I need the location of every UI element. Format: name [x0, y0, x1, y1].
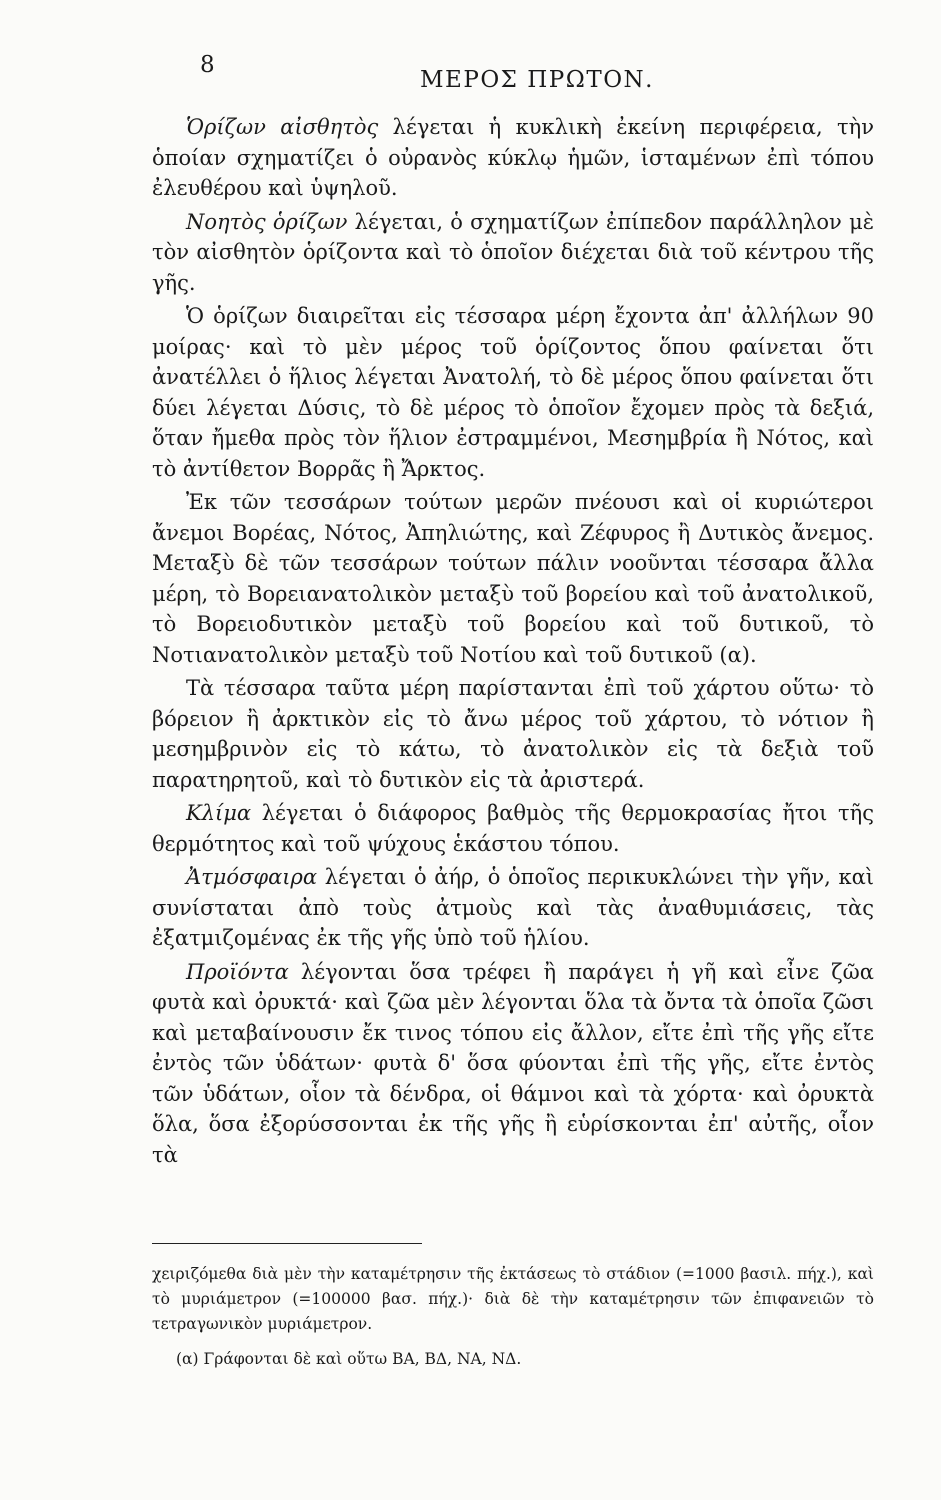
running-head: ΜΕΡΟΣ ΠΡΩΤΟΝ. — [420, 67, 654, 93]
paragraph-winds — [152, 487, 874, 670]
paragraph-horizon-rational — [152, 207, 874, 299]
paragraph-atmosphere — [152, 862, 874, 954]
paragraph-text: λέγονται ὅσα τρέφει ἢ παράγει ἡ γῆ καὶ εἶνε ζῶα φυτὰ καὶ ὀρυκτά· καὶ ζῶα μὲν λέγονται ὅλα τὰ ὄντα τὰ ὁποῖα ζῶσι καὶ μεταβαίνουσιν ἔκ τινος τόπου εἰς ἄλλον, εἴτε ἐπὶ τῆς γῆς εἴτε ἐντὸς τῶν ὑδάτων· φυτὰ δ' ὅσα φύονται ἐπὶ τῆς γῆς, εἴτε ἐντὸς τῶν ὑδάτων, οἷον τὰ δένδρα, οἱ θάμνοι καὶ τὰ χόρτα· καὶ ὀρυκτὰ ὅλα, ὅσα ἐξορύσσονται ἐκ τῆς γῆς ἢ εὑρίσκονται ἐπ' αὐτῆς, οἷον τὰ — [152, 959, 874, 1167]
footnotes — [152, 1262, 874, 1372]
term-heading: Νοητὸς ὁρίζων — [186, 209, 348, 234]
paragraph-map-orientation — [152, 673, 874, 795]
paragraph-climate — [152, 798, 874, 859]
term-heading: Ἀτμόσφαιρα — [186, 865, 318, 889]
paragraph-text: λέγεται ὁ διάφορος βαθμὸς τῆς θερμοκρασίας ἤτοι τῆς θερμότητος καὶ τοῦ ψύχους ἑκάστου τόπου. — [152, 801, 874, 856]
footnote-a: (α) Γράφονται δὲ καὶ οὕτω ΒΑ, ΒΔ, ΝΑ, ΝΔ. — [176, 1350, 522, 1368]
paragraph-products — [152, 957, 874, 1171]
paragraph-horizon-sensible — [152, 112, 874, 204]
paragraph-text: Τὰ τέσσαρα ταῦτα μέρη παρίστανται ἐπὶ τοῦ χάρτου οὕτω· τὸ βόρειον ἢ ἀρκτικὸν εἰς τὸ ἄνω μέρος τοῦ χάρτου, τὸ νότιον ἢ μεσημβρινὸν εἰς τὸ κάτω, τὸ ἀνατολικὸν εἰς τὰ δεξιὰ τοῦ παρατηρητοῦ, καὶ τὸ δυτικὸν εἰς τὰ ἀριστερά. — [152, 676, 874, 792]
page-number: 8 — [200, 52, 215, 78]
term-heading: Κλίμα — [186, 801, 252, 825]
term-heading: Προϊόντα — [186, 959, 289, 984]
paragraph-cardinal-points — [152, 301, 874, 484]
paragraph-text: λέγεται ἡ κυκλικὴ ἐκείνη περιφέρεια, τὴν ὁποίαν σχηματίζει ὁ οὐρανὸς κύκλῳ ἡμῶν, ἱσταμένων ἐπὶ τόπου ἐλευθέρου καὶ ὑψηλοῦ. — [152, 115, 875, 200]
paragraph-text: Ὁ ὁρίζων διαιρεῖται εἰς τέσσαρα μέρη ἔχοντα ἀπ' ἀλλήλων 90 μοίρας· καὶ τὸ μὲν μέρος τοῦ ὁρίζοντος ὅπου φαίνεται ὅτι ἀνατέλλει ὁ ἥλιος λέγεται Ἀνατολή, τὸ δὲ μέρος ὅπου φαίνεται ὅτι δύει λέγεται Δύσις, τὸ δὲ μέρος τὸ ὁποῖον ἔχομεν πρὸς τὰ δεξιά, ὅταν ἤμεθα πρὸς τὸν ἥλιον ἐστραμμένοι, Μεσημβρία ἢ Νότος, καὶ τὸ ἀντίθετον Βορρᾶς ἢ Ἄρκτος. — [152, 304, 874, 481]
paragraph-text: λέγεται, ὁ σχηματίζων ἐπίπεδον παράλληλον μὲ τὸν αἰσθητὸν ὁρίζοντα καὶ τὸ ὁποῖον διέχεται διὰ τοῦ κέντρου τῆς γῆς. — [152, 209, 874, 295]
body-text — [152, 112, 874, 1170]
paragraph-text: Ἐκ τῶν τεσσάρων τούτων μερῶν πνέουσι καὶ οἱ κυριώτεροι ἄνεμοι Βορέας, Νότος, Ἀπηλιώτης, καὶ Ζέφυρος ἢ Δυτικὸς ἄνεμος. Μεταξὺ δὲ τῶν τεσσάρων τούτων πάλιν νοοῦνται τέσσαρα ἄλλα μέρη, τὸ Βορειανατολικὸν μεταξὺ τοῦ βορείου καὶ τοῦ ἀνατολικοῦ, τὸ Βορειοδυτικὸν μεταξὺ τοῦ βορείου καὶ τοῦ δυτικοῦ, τὸ Νοτιανατολικὸν μεταξὺ τοῦ Νοτίου καὶ τοῦ δυτικοῦ (α). — [152, 490, 874, 667]
term-heading: Ὁρίζων αἰσθητὸς — [186, 115, 379, 139]
footnote-divider — [152, 1243, 422, 1244]
paragraph-text: λέγεται ὁ ἀήρ, ὁ ὁποῖος περικυκλώνει τὴν γῆν, καὶ συνίσταται ἀπὸ τοὺς ἀτμοὺς καὶ τὰς ἀναθυμιάσεις, τὰς ἐξατμιζομένας ἐκ τῆς γῆς ὑπὸ τοῦ ἡλίου. — [152, 865, 874, 950]
footnote-continued: χειριζόμεθα διὰ μὲν τὴν καταμέτρησιν τῆς ἐκτάσεως τὸ στάδιον (=1000 βασιλ. πήχ.), καὶ τὸ μυριάμετρον (=100000 βασ. πήχ.)· διὰ δὲ τὴν καταμέτρησιν τῶν ἐπιφανειῶν τὸ τετραγωνικὸν μυριάμετρον. — [152, 1265, 874, 1333]
